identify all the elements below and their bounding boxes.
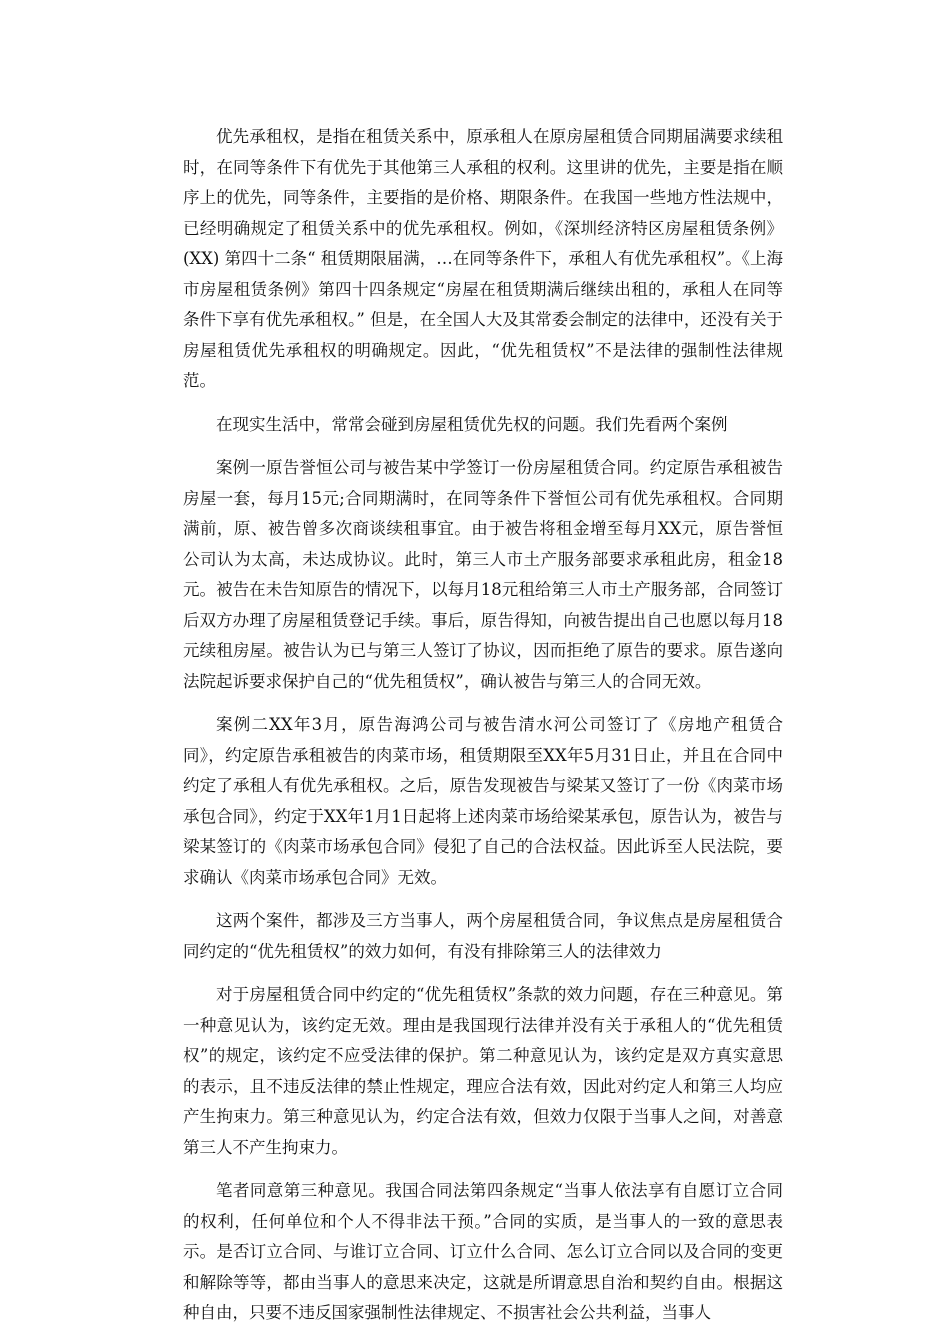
paragraph-three-opinions: 对于房屋租赁合同中约定的“优先租赁权”条款的效力问题，存在三种意见。第一种意见认为，该约定无效。理由是我国现行法律并没有关于承租人的“优先租赁权”的规定，该约定不应受法律的保护。第二种意见认为，该约定是双方真实意思的表示，且不违反法律的禁止性规定，理应合法有效，因此对约定人和第三人均应产生拘束力。第三种意见认为，约定合法有效，但效力仅限于当事人之间，对善意第三人不产生拘束力。 bbox=[183, 985, 783, 1157]
paragraph-intro-cases: 在现实生活中，常常会碰到房屋租赁优先权的问题。我们先看两个案例 bbox=[216, 414, 728, 434]
paragraph-author-opinion: 笔者同意第三种意见。我国合同法第四条规定“当事人依法享有自愿订立合同的权利，任何单位和个人不得非法干预。”合同的实质，是当事人的一致的意思表示。是否订立合同、与谁订立合同、订立什么合同、怎么订立合同以及合同的变更和解除等等，都由当事人的意思来决定，这就是所谓意思自治和契约自由。根据这种自由，只要不违反国家强制性法律规定、不损害社会公共利益，当事人 bbox=[183, 1181, 783, 1322]
paragraph-priority-lease-definition: 优先承租权，是指在租赁关系中，原承租人在原房屋租赁合同期届满要求续租时，在同等条件下有优先于其他第三人承租的权利。这里讲的优先，主要是指在顺序上的优先，同等条件，主要指的是价格、期限条件。在我国一些地方性法规中，已经明确规定了租赁关系中的优先承租权。例如，《深圳经济特区房屋租赁条例》(XX) 第四十二条“ 租赁期限届满，…在同等条件下，承租人有优先承租权”。《上海市房屋租赁条例》第四十四条规定“房屋在租赁期满后继续出租的，承租人在同等条件下享有优先承租权。” 但是，在全国人大及其常委会制定的法律中，还没有关于房屋租赁优先承租权的明确规定。因此，“优先租赁权”不是法律的强制性法律规范。 bbox=[183, 127, 783, 390]
document-body bbox=[183, 122, 783, 1329]
paragraph-case-one: 案例一原告誉恒公司与被告某中学签订一份房屋租赁合同。约定原告承租被告房屋一套，每月15元;合同期满时，在同等条件下誉恒公司有优先承租权。合同期满前，原、被告曾多次商谈续租事宜。由于被告将租金增至每月XX元，原告誉恒公司认为太高，未达成协议。此时，第三人市土产服务部要求承租此房，租金18元。被告在未告知原告的情况下，以每月18元租给第三人市土产服务部，合同签订后双方办理了房屋租赁登记手续。事后，原告得知，向被告提出自己也愿以每月18元续租房屋。被告认为已与第三人签订了协议，因而拒绝了原告的要求。原告遂向法院起诉要求保护自己的“优先租赁权”，确认被告与第三人的合同无效。 bbox=[183, 458, 783, 691]
paragraph-case-two: 案例二XX年3月，原告海鸿公司与被告清水河公司签订了《房地产租赁合同》，约定原告承租被告的肉菜市场，租赁期限至XX年5月31日止，并且在合同中约定了承租人有优先承租权。之后，原告发现被告与梁某又签订了一份《肉菜市场承包合同》，约定于XX年1月1日起将上述肉菜市场给梁某承包，原告认为，被告与梁某签订的《肉菜市场承包合同》侵犯了自己的合法权益。因此诉至人民法院，要求确认《肉菜市场承包合同》无效。 bbox=[183, 715, 783, 887]
paragraph-dispute-focus: 这两个案件，都涉及三方当事人，两个房屋租赁合同，争议焦点是房屋租赁合同约定的“优先租赁权”的效力如何，有没有排除第三人的法律效力 bbox=[183, 911, 783, 961]
